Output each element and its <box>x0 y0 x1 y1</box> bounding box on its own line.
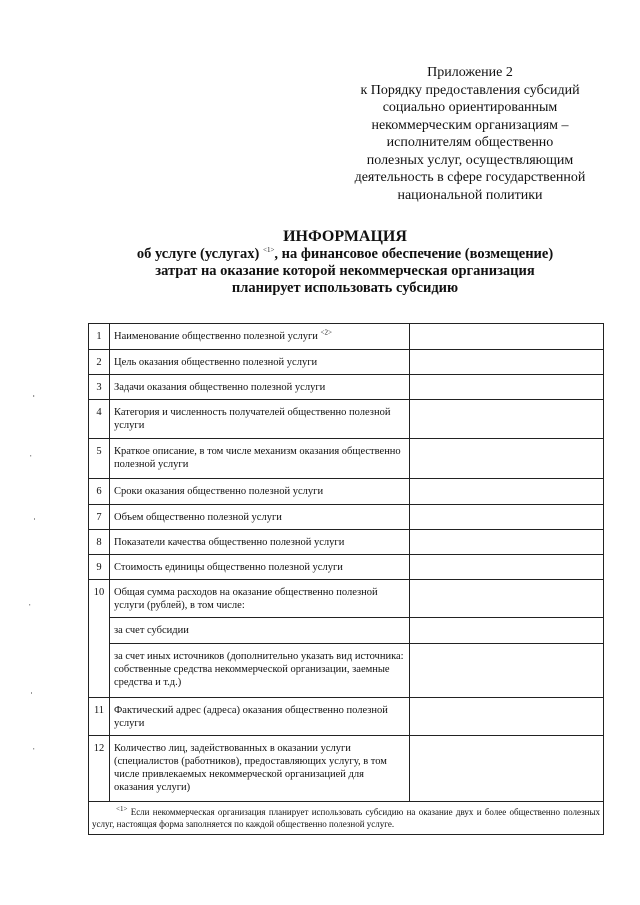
table-row <box>89 350 604 375</box>
row-number: 1 <box>89 324 110 350</box>
row-number: 11 <box>89 698 110 736</box>
appendix-line: деятельность в сфере государственной <box>354 170 586 185</box>
row-value-cell[interactable] <box>410 698 604 736</box>
heading-line-3: планирует использовать субсидию <box>231 280 459 296</box>
row-value-cell[interactable] <box>410 350 604 375</box>
row-number: 6 <box>89 479 110 505</box>
row-value-cell[interactable] <box>410 505 604 530</box>
row-label: Общая сумма расходов на оказание общественно полезной услуги (рублей), в том числе: <box>110 580 410 618</box>
table-row <box>89 555 604 580</box>
row-label: Фактический адрес (адреса) оказания общественно полезной услуги <box>110 698 410 736</box>
appendix-line: Приложение 2 <box>427 65 513 80</box>
row-label: Показатели качества общественно полезной услуги <box>110 530 410 555</box>
row-label: Количество лиц, задействованных в оказании услуги (специалистов (работников), предоставляющих услугу, в том числе привлекаемых некоммерческой организацией для оказания услуги) <box>110 736 410 802</box>
appendix-block <box>330 64 610 204</box>
footnote-ref: <1> <box>263 246 275 255</box>
row-value-cell[interactable] <box>410 439 604 479</box>
row-number: 4 <box>89 400 110 439</box>
row-label: Краткое описание, в том числе механизм оказания общественно полезной услуги <box>110 439 410 479</box>
row-number: 5 <box>89 439 110 479</box>
table-row <box>89 618 604 644</box>
appendix-line: к Порядку предоставления субсидий <box>360 82 580 98</box>
row-value-cell[interactable] <box>410 530 604 555</box>
heading-line-1-suffix: , на финансовое обеспечение (возмещение) <box>274 246 554 262</box>
table-row <box>89 324 604 350</box>
row-label: Цель оказания общественно полезной услуги <box>110 350 410 375</box>
row-number: 2 <box>89 350 110 375</box>
table-row <box>89 530 604 555</box>
table-row <box>89 479 604 505</box>
row-value-cell[interactable] <box>410 580 604 618</box>
appendix-line: некоммерческим организациям – <box>371 117 569 133</box>
row-value-cell[interactable] <box>410 479 604 505</box>
table-row <box>89 505 604 530</box>
row-number: 8 <box>89 530 110 555</box>
row-label <box>110 324 410 350</box>
row-number: 10 <box>89 580 110 698</box>
table-row <box>89 644 604 698</box>
row-label: за счет иных источников (дополнительно указать вид источника: собственные средства некоммерческой организации, заемные средства и т.д.) <box>110 644 410 698</box>
table-row <box>89 439 604 479</box>
footnote-ref: <1> <box>116 805 128 813</box>
heading-line-2: затрат на оказание которой некоммерческая организация <box>155 263 535 279</box>
document-title: ИНФОРМАЦИЯ <box>283 228 407 245</box>
information-table <box>88 323 604 835</box>
appendix-line: национальной политики <box>397 187 543 203</box>
row-label-text: Наименование общественно полезной услуги <box>114 331 321 342</box>
row-number: 7 <box>89 505 110 530</box>
row-number: 9 <box>89 555 110 580</box>
row-value-cell[interactable] <box>410 324 604 350</box>
row-number: 3 <box>89 375 110 400</box>
table-row <box>89 580 604 618</box>
table-row <box>89 736 604 802</box>
row-value-cell[interactable] <box>410 736 604 802</box>
row-number: 12 <box>89 736 110 802</box>
row-label: Задачи оказания общественно полезной услуги <box>110 375 410 400</box>
appendix-line: полезных услуг, осуществляющим <box>366 152 574 168</box>
appendix-line: исполнителям общественно <box>386 135 554 150</box>
row-value-cell[interactable] <box>410 644 604 698</box>
row-label: Стоимость единицы общественно полезной услуги <box>110 555 410 580</box>
row-label: Категория и численность получателей общественно полезной услуги <box>110 400 410 439</box>
footnote-ref: <2> <box>320 328 332 337</box>
row-value-cell[interactable] <box>410 555 604 580</box>
row-label: Объем общественно полезной услуги <box>110 505 410 530</box>
appendix-line: социально ориентированным <box>382 100 558 115</box>
table-row <box>89 375 604 400</box>
row-label: Сроки оказания общественно полезной услуги <box>110 479 410 505</box>
footnote <box>89 802 604 835</box>
row-value-cell[interactable] <box>410 375 604 400</box>
row-label: за счет субсидии <box>110 618 410 644</box>
row-value-cell[interactable] <box>410 400 604 439</box>
heading-line-1-prefix: об услуге (услугах) <box>136 246 264 262</box>
footnote-text: Если некоммерческая организация планирует использовать субсидию на оказание двух и более общественно полезных услуг, настоящая форма заполняется по каждой общественно полезной услуге. <box>92 807 600 829</box>
table-row <box>89 400 604 439</box>
document-heading <box>80 228 610 297</box>
table-row <box>89 698 604 736</box>
row-value-cell[interactable] <box>410 618 604 644</box>
heading-line-1 <box>80 246 610 263</box>
footnote-row <box>89 802 604 835</box>
